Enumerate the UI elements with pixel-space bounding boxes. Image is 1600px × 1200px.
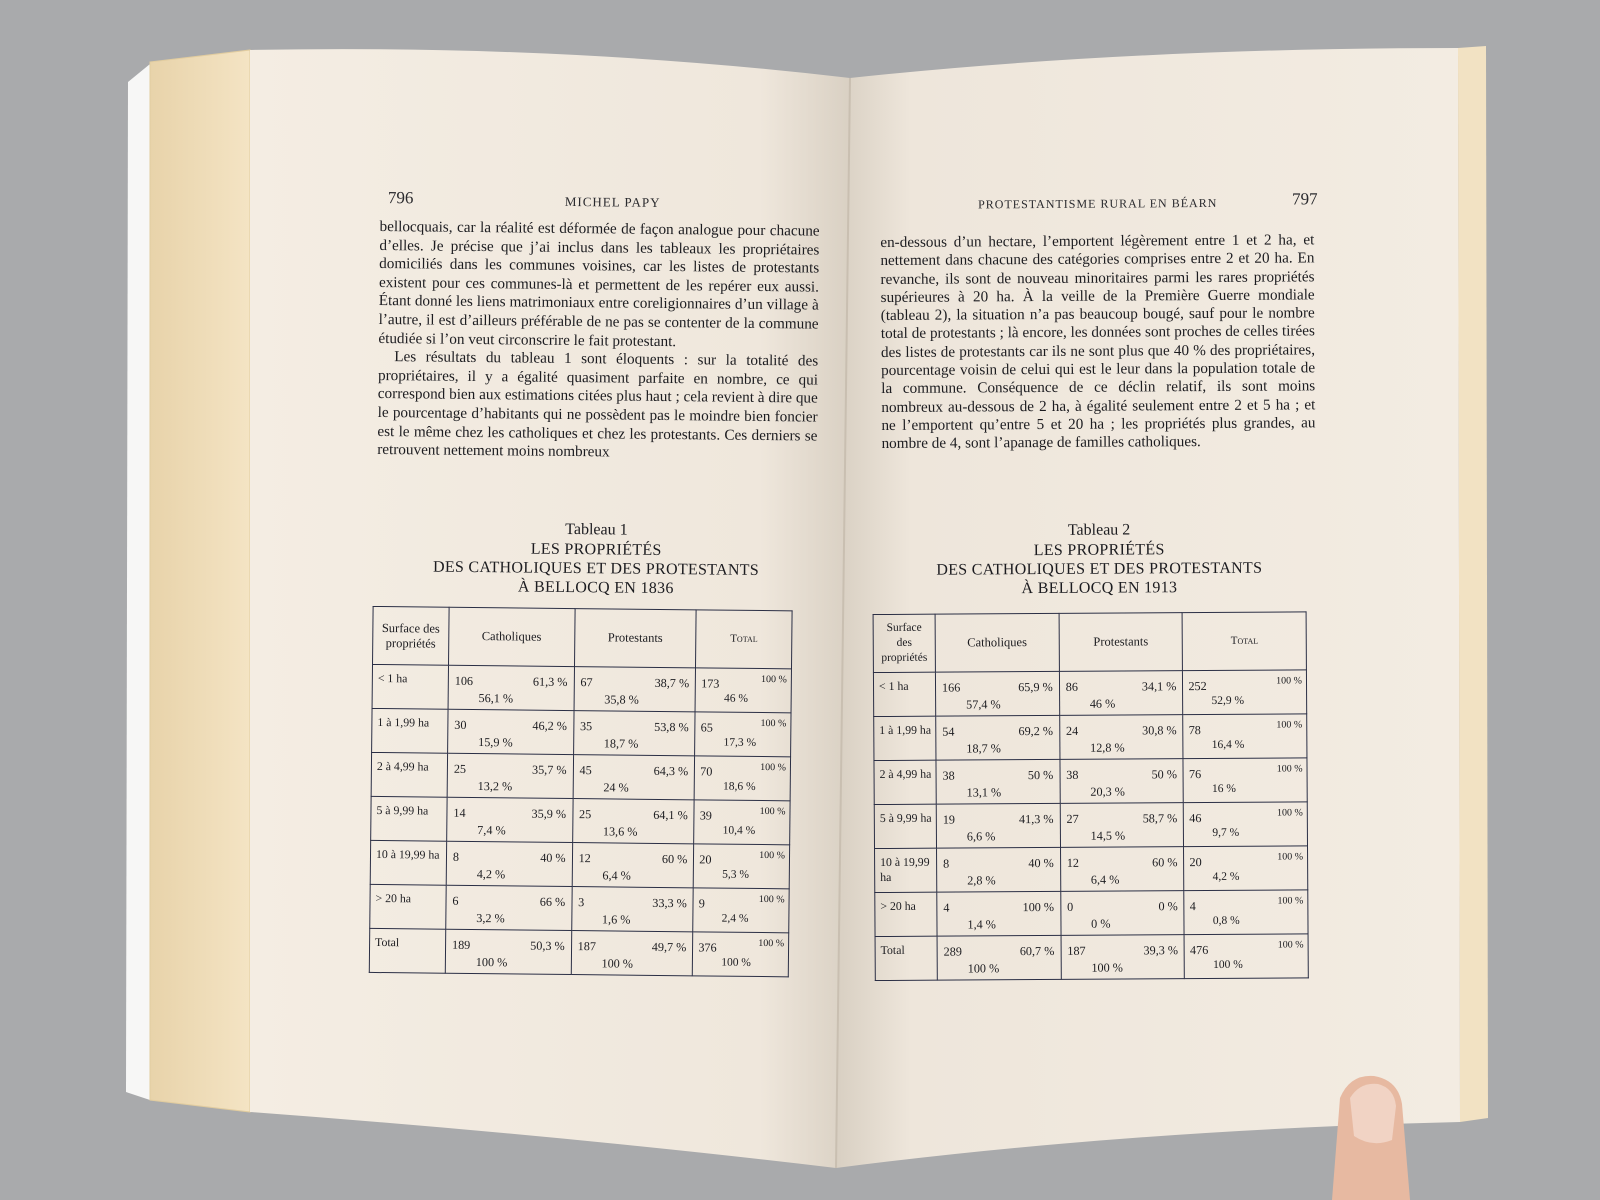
left-page-body bbox=[377, 218, 820, 464]
row-percent: 60 % bbox=[661, 851, 688, 867]
header-surface: Surface des propriétés bbox=[373, 606, 450, 665]
header-protestants: Protestants bbox=[1059, 613, 1183, 672]
right-page bbox=[880, 189, 1325, 1012]
cell-catholiques bbox=[937, 891, 1061, 936]
cell-total bbox=[694, 756, 790, 801]
row-label: 2 à 4,99 ha bbox=[874, 760, 936, 804]
thumbnail bbox=[1350, 1084, 1396, 1143]
row-percent: 46,2 % bbox=[532, 718, 568, 733]
count: 0 bbox=[1067, 899, 1074, 914]
count: 70 bbox=[700, 764, 713, 779]
column-percent: 100 % bbox=[967, 961, 1000, 976]
column-percent: 7,4 % bbox=[477, 823, 506, 838]
left-paragraph-1: bellocquais, car la réalité est déformée de façon analogue pour chacune d’elles. Je précise que j’ai inclus dans les tableaux les propriétaires domiciliés dans les communes voisines, car les listes de protestants existent pour ces communes-là et permettent de les repérer eux aussi. Étant donné les liens matrimoniaux entre coreligionnaires d’un village à l’autre, il est d’ailleurs préférable de ne pas se contenter de la commune étudiée si l’on veut circonscrire le fait protestant. bbox=[378, 217, 820, 350]
column-percent: 3,2 % bbox=[476, 911, 505, 926]
table-1-title bbox=[376, 518, 817, 600]
column-percent: 12,8 % bbox=[1090, 740, 1125, 755]
column-percent: 18,7 % bbox=[966, 741, 1001, 756]
cell-catholiques bbox=[447, 797, 573, 842]
count: 46 bbox=[1189, 811, 1202, 826]
left-page bbox=[371, 188, 820, 1013]
row-percent: 53,8 % bbox=[654, 719, 689, 735]
row-percent: 100 % bbox=[759, 850, 786, 862]
count: 54 bbox=[942, 724, 955, 739]
row-label: 10 à 19,99 ha bbox=[370, 840, 446, 885]
cell-protestants bbox=[573, 711, 695, 756]
count: 86 bbox=[1065, 679, 1078, 694]
row-percent: 64,1 % bbox=[653, 807, 688, 823]
count: 38 bbox=[1066, 767, 1079, 782]
column-percent: 46 % bbox=[723, 692, 749, 705]
row-percent: 41,3 % bbox=[1018, 811, 1054, 827]
cell-total bbox=[694, 844, 790, 889]
row-label: 5 à 9,99 ha bbox=[874, 804, 936, 848]
header-protestants: Protestants bbox=[574, 609, 696, 668]
column-percent: 2,8 % bbox=[967, 873, 996, 888]
column-percent: 1,6 % bbox=[601, 912, 631, 927]
row-percent: 50 % bbox=[1151, 767, 1177, 782]
cell-catholiques bbox=[937, 935, 1061, 980]
cell-total bbox=[693, 888, 789, 933]
cell-protestants bbox=[571, 887, 693, 932]
row-label: 10 à 19,99 ha bbox=[875, 848, 937, 892]
count: 19 bbox=[942, 812, 956, 827]
column-percent: 4,2 % bbox=[476, 867, 506, 882]
table-2-title bbox=[882, 519, 1316, 599]
cell-protestants bbox=[572, 843, 694, 888]
column-percent: 14,5 % bbox=[1090, 828, 1126, 843]
row-label: > 20 ha bbox=[370, 884, 446, 929]
table-row bbox=[369, 928, 788, 976]
count: 27 bbox=[1066, 811, 1079, 826]
cell-total bbox=[693, 932, 789, 977]
row-percent: 40 % bbox=[540, 850, 566, 865]
row-percent: 35,9 % bbox=[531, 806, 567, 821]
cell-total bbox=[1184, 934, 1308, 979]
column-percent: 1,4 % bbox=[967, 917, 996, 932]
row-percent: 100 % bbox=[1276, 719, 1303, 731]
count: 376 bbox=[698, 940, 717, 955]
right-paragraph-1: en-dessous d’un hectare, l’emportent légèrement entre 1 et 2 ha, et nettement dans chacune des catégories comprises entre 2 et 20 ha. En revanche, ils sont de nouveau minoritaires parmi les rares propriétés supérieures à 20 ha. À la veille de la Première Guerre mondiale (tableau 2), la situation n’a pas beaucoup bougé, sauf pour le nombre total de protestants ; là encore, les données sont proches de celles tirées des listes de protestants car ils ne sont plus que 40 % des propriétaires, pourcentage voisin de celui qui est le leur dans la population totale de la commune. Conséquence de ce déclin relatif, ils sont moins nombreux au-dessous de 2 ha, à égalité seulement entre 2 et 5 ha ; et ne l’emportent qu’entre 5 et 20 ha ; les propriétés plus grandes, au nombre de 4, sont l’apanage de familles catholiques. bbox=[880, 231, 1316, 453]
right-page-body bbox=[880, 231, 1315, 453]
row-percent: 50 % bbox=[1027, 767, 1054, 783]
column-percent: 4,2 % bbox=[1212, 870, 1240, 883]
cell-total bbox=[1183, 714, 1307, 759]
count: 12 bbox=[578, 851, 591, 866]
cell-protestants bbox=[571, 931, 693, 976]
row-percent: 0 % bbox=[1158, 899, 1178, 914]
cell-total bbox=[694, 800, 790, 845]
column-percent: 0,8 % bbox=[1212, 914, 1240, 927]
back-cover bbox=[126, 64, 150, 1100]
column-percent: 52,9 % bbox=[1211, 694, 1245, 707]
column-percent: 17,3 % bbox=[723, 736, 757, 749]
row-label: < 1 ha bbox=[873, 672, 935, 716]
table-row bbox=[370, 884, 789, 932]
count: 35 bbox=[579, 719, 593, 734]
column-percent: 6,4 % bbox=[1090, 872, 1120, 887]
count: 3 bbox=[578, 895, 585, 910]
row-percent: 58,7 % bbox=[1142, 811, 1178, 826]
right-running-head: PROTESTANTISME RURAL EN BÉARN bbox=[978, 195, 1218, 212]
column-percent: 24 % bbox=[603, 780, 629, 795]
row-percent: 100 % bbox=[758, 894, 785, 906]
count: 106 bbox=[454, 673, 474, 689]
cell-total bbox=[1183, 758, 1307, 803]
header-catholiques: Catholiques bbox=[935, 613, 1059, 672]
count: 8 bbox=[452, 849, 460, 864]
column-percent: 13,1 % bbox=[966, 785, 1002, 800]
table-1-title-line-1: LES PROPRIÉTÉS bbox=[530, 540, 662, 559]
row-percent: 100 % bbox=[760, 718, 787, 730]
row-percent: 100 % bbox=[1277, 851, 1304, 863]
row-percent: 61,3 % bbox=[532, 674, 568, 689]
count: 45 bbox=[579, 763, 592, 778]
row-percent: 33,3 % bbox=[652, 895, 687, 911]
cell-protestants bbox=[1060, 759, 1184, 804]
count: 25 bbox=[579, 807, 592, 822]
count: 252 bbox=[1188, 679, 1207, 694]
row-percent: 34,1 % bbox=[1141, 679, 1177, 694]
row-label: 2 à 4,99 ha bbox=[371, 752, 447, 797]
column-percent: 100 % bbox=[721, 956, 751, 969]
table-row bbox=[371, 796, 790, 844]
row-percent: 100 % bbox=[760, 674, 787, 686]
cell-catholiques bbox=[936, 803, 1060, 848]
row-percent: 64,3 % bbox=[653, 763, 689, 779]
row-percent: 49,7 % bbox=[651, 939, 687, 955]
row-label: Total bbox=[369, 928, 445, 973]
row-percent: 39,3 % bbox=[1143, 943, 1179, 958]
table-row bbox=[372, 708, 791, 756]
row-percent: 100 % bbox=[1022, 899, 1055, 915]
count: 25 bbox=[453, 761, 467, 776]
cell-protestants bbox=[1060, 891, 1184, 936]
cell-catholiques bbox=[936, 759, 1060, 804]
column-percent: 35,8 % bbox=[604, 692, 639, 707]
count: 30 bbox=[454, 717, 467, 732]
row-percent: 60,7 % bbox=[1019, 943, 1055, 959]
cell-protestants bbox=[1061, 935, 1185, 980]
count: 38 bbox=[942, 768, 955, 783]
row-percent: 30,8 % bbox=[1142, 723, 1177, 738]
column-percent: 13,2 % bbox=[477, 779, 513, 794]
left-page-edges bbox=[150, 50, 250, 1112]
column-percent: 100 % bbox=[1091, 960, 1123, 975]
table-2-title-line-1: LES PROPRIÉTÉS bbox=[1033, 541, 1165, 560]
row-label: 1 à 1,99 ha bbox=[874, 716, 936, 760]
cell-total bbox=[1184, 802, 1308, 847]
column-percent: 100 % bbox=[601, 956, 634, 971]
row-percent: 38,7 % bbox=[654, 675, 690, 691]
column-percent: 57,4 % bbox=[966, 697, 1001, 712]
column-percent: 5,3 % bbox=[722, 868, 750, 881]
count: 76 bbox=[1188, 767, 1202, 782]
row-percent: 66 % bbox=[539, 894, 566, 909]
column-percent: 18,6 % bbox=[722, 780, 756, 793]
header-total: Total bbox=[1182, 612, 1306, 671]
column-percent: 6,6 % bbox=[966, 829, 996, 844]
count: 166 bbox=[941, 680, 961, 695]
count: 9 bbox=[698, 896, 706, 911]
table-row bbox=[372, 664, 791, 712]
count: 4 bbox=[1189, 899, 1196, 914]
count: 24 bbox=[1065, 723, 1079, 738]
cell-protestants bbox=[1060, 847, 1184, 892]
column-percent: 20,3 % bbox=[1090, 784, 1125, 799]
table-2-caption: Tableau 2 bbox=[1067, 521, 1131, 539]
column-percent: 16 % bbox=[1212, 782, 1237, 795]
cell-protestants bbox=[573, 755, 695, 800]
table-1-caption: Tableau 1 bbox=[565, 520, 628, 539]
cell-catholiques bbox=[936, 847, 1060, 892]
column-percent: 6,4 % bbox=[602, 868, 631, 883]
column-percent: 0 % bbox=[1091, 916, 1111, 931]
column-percent: 18,7 % bbox=[603, 736, 639, 751]
table-1 bbox=[369, 606, 793, 977]
column-percent: 2,4 % bbox=[721, 912, 749, 925]
column-percent: 16,4 % bbox=[1211, 738, 1245, 751]
count: 39 bbox=[699, 808, 713, 823]
row-label: > 20 ha bbox=[875, 892, 937, 936]
table-row bbox=[874, 758, 1307, 805]
table-row bbox=[874, 802, 1307, 849]
cell-total bbox=[1184, 846, 1308, 891]
table-2 bbox=[873, 611, 1309, 981]
cell-catholiques bbox=[446, 885, 572, 930]
count: 14 bbox=[453, 805, 466, 820]
cell-catholiques bbox=[445, 929, 571, 974]
row-percent: 100 % bbox=[1276, 763, 1303, 775]
count: 173 bbox=[701, 676, 720, 691]
table-row bbox=[873, 670, 1306, 717]
column-percent: 100 % bbox=[1213, 958, 1243, 971]
count: 4 bbox=[943, 900, 950, 915]
count: 189 bbox=[451, 937, 471, 952]
row-percent: 100 % bbox=[1276, 807, 1303, 819]
right-page-number: 797 bbox=[1291, 189, 1318, 209]
column-percent: 100 % bbox=[475, 955, 508, 970]
row-percent: 100 % bbox=[1276, 675, 1303, 687]
row-percent: 100 % bbox=[759, 806, 786, 818]
count: 187 bbox=[1067, 943, 1086, 958]
row-percent: 50,3 % bbox=[530, 938, 565, 953]
cell-total bbox=[1183, 670, 1307, 715]
table-row bbox=[875, 934, 1308, 981]
cell-protestants bbox=[574, 667, 696, 712]
cell-catholiques bbox=[448, 665, 574, 710]
cell-catholiques bbox=[446, 841, 572, 886]
table-row bbox=[874, 714, 1307, 761]
left-page-number: 796 bbox=[387, 188, 414, 208]
cell-protestants bbox=[572, 799, 694, 844]
column-percent: 46 % bbox=[1089, 696, 1116, 711]
column-percent: 13,6 % bbox=[602, 824, 638, 839]
column-percent: 56,1 % bbox=[478, 691, 514, 706]
count: 476 bbox=[1189, 943, 1209, 958]
count: 289 bbox=[943, 944, 962, 959]
count: 8 bbox=[943, 856, 950, 871]
row-label: 5 à 9,99 ha bbox=[371, 796, 447, 841]
count: 187 bbox=[577, 939, 597, 954]
cell-protestants bbox=[1060, 803, 1184, 848]
row-percent: 40 % bbox=[1028, 855, 1054, 871]
column-percent: 10,4 % bbox=[722, 824, 756, 837]
header-catholiques: Catholiques bbox=[448, 607, 574, 666]
table-1-title-line-2: DES CATHOLIQUES ET DES PROTESTANTS bbox=[432, 558, 760, 579]
count: 12 bbox=[1066, 855, 1080, 870]
table-row bbox=[875, 890, 1308, 937]
table-1-title-line-3: À BELLOCQ EN 1836 bbox=[517, 578, 674, 598]
cell-total bbox=[695, 668, 791, 713]
cell-catholiques bbox=[448, 709, 574, 754]
row-percent: 100 % bbox=[1277, 939, 1304, 951]
row-label: < 1 ha bbox=[372, 664, 448, 709]
count: 67 bbox=[580, 675, 593, 690]
table-row bbox=[371, 752, 790, 800]
count: 78 bbox=[1188, 723, 1201, 738]
row-percent: 100 % bbox=[758, 938, 785, 950]
row-percent: 69,2 % bbox=[1018, 723, 1054, 739]
row-label: 1 à 1,99 ha bbox=[372, 708, 448, 753]
right-page-header bbox=[880, 189, 1320, 222]
header-total: Total bbox=[696, 610, 792, 669]
row-percent: 35,7 % bbox=[531, 762, 567, 777]
count: 65 bbox=[700, 720, 713, 735]
right-page-edges bbox=[1458, 46, 1488, 1122]
cell-protestants bbox=[1059, 671, 1183, 716]
row-percent: 100 % bbox=[760, 762, 787, 774]
cell-catholiques bbox=[936, 715, 1060, 760]
cell-catholiques bbox=[447, 753, 573, 798]
row-percent: 65,9 % bbox=[1018, 679, 1053, 695]
cell-protestants bbox=[1059, 715, 1183, 760]
count: 20 bbox=[699, 852, 712, 867]
row-percent: 60 % bbox=[1152, 855, 1178, 870]
row-label: Total bbox=[875, 936, 937, 980]
table-row bbox=[370, 840, 789, 888]
header-surface: Surface des propriétés bbox=[873, 614, 935, 672]
cell-total bbox=[1184, 890, 1308, 935]
table-row bbox=[875, 846, 1308, 893]
column-percent: 15,9 % bbox=[478, 735, 513, 750]
cell-total bbox=[695, 712, 791, 757]
count: 20 bbox=[1189, 855, 1202, 870]
count: 6 bbox=[452, 893, 459, 908]
column-percent: 9,7 % bbox=[1212, 826, 1240, 839]
table-2-title-line-2: DES CATHOLIQUES ET DES PROTESTANTS bbox=[936, 559, 1263, 579]
table-2-title-line-3: À BELLOCQ EN 1913 bbox=[1021, 579, 1178, 598]
left-paragraph-2: Les résultats du tableau 1 sont éloquents : sur la totalité des propriétaires, il y a égalité quasiment parfaite en nombre, ce qui correspond bien aux estimations citées plus haut ; cela revient à dire que le pourcentage d’habitants qui ne possèdent pas le moindre bien foncier est le même chez les catholiques et chez les protestants. Ces derniers se retrouvent nettement moins nombreux bbox=[377, 348, 819, 461]
cell-catholiques bbox=[935, 671, 1059, 716]
left-running-head: MICHEL PAPY bbox=[564, 193, 661, 210]
row-percent: 100 % bbox=[1277, 895, 1304, 907]
left-page-header bbox=[380, 188, 820, 223]
